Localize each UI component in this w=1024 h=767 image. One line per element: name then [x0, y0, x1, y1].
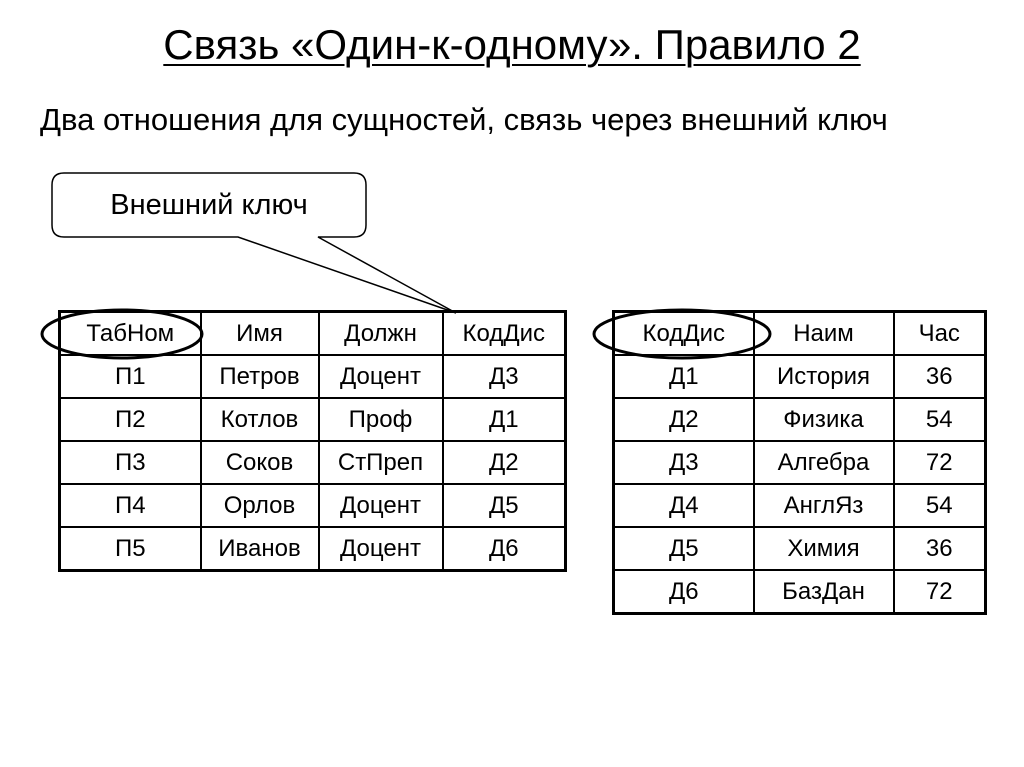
table-cell: Д1: [443, 398, 566, 441]
table-cell: Соков: [201, 441, 319, 484]
table-cell: Котлов: [201, 398, 319, 441]
column-header: ТабНом: [60, 312, 201, 356]
table-cell: П4: [60, 484, 201, 527]
table-cell: Д3: [614, 441, 754, 484]
callout-label: Внешний ключ: [110, 189, 308, 221]
table-cell: БазДан: [754, 570, 894, 614]
table-cell: История: [754, 355, 894, 398]
table-cell: Д3: [443, 355, 566, 398]
table-cell: Алгебра: [754, 441, 894, 484]
table-cell: Петров: [201, 355, 319, 398]
table-cell: 54: [894, 398, 986, 441]
table-cell: 72: [894, 570, 986, 614]
table-cell: Проф: [319, 398, 443, 441]
table-cell: П2: [60, 398, 201, 441]
table-cell: 54: [894, 484, 986, 527]
table-cell: 36: [894, 527, 986, 570]
column-header: Должн: [319, 312, 443, 356]
table-cell: Д6: [614, 570, 754, 614]
table-cell: Д5: [614, 527, 754, 570]
table-cell: 36: [894, 355, 986, 398]
table-cell: Химия: [754, 527, 894, 570]
foreign-key-target-ellipse: [594, 310, 770, 358]
table-cell: П5: [60, 527, 201, 571]
column-header: КодДис: [443, 312, 566, 356]
slide-subtitle: Два отношения для сущностей, связь через внешний ключ: [40, 102, 888, 137]
column-header: Наим: [754, 312, 894, 356]
table-cell: Доцент: [319, 355, 443, 398]
table-cell: Д1: [614, 355, 754, 398]
primary-key-highlight-ellipse: [42, 310, 202, 358]
column-header: Час: [894, 312, 986, 356]
slide-title: Связь «Один-к-одному». Правило 2: [163, 21, 861, 68]
table-cell: Доцент: [319, 484, 443, 527]
table-cell: Д2: [614, 398, 754, 441]
table-cell: Физика: [754, 398, 894, 441]
table-cell: П1: [60, 355, 201, 398]
table-cell: П3: [60, 441, 201, 484]
table-cell: Орлов: [201, 484, 319, 527]
table-cell: СтПреп: [319, 441, 443, 484]
table-cell: 72: [894, 441, 986, 484]
table-cell: АнглЯз: [754, 484, 894, 527]
column-header: Имя: [201, 312, 319, 356]
table-cell: Доцент: [319, 527, 443, 571]
table-cell: Иванов: [201, 527, 319, 571]
table-cell: Д2: [443, 441, 566, 484]
table-cell: Д5: [443, 484, 566, 527]
table-cell: Д6: [443, 527, 566, 571]
column-header: КодДис: [614, 312, 754, 356]
table-cell: Д4: [614, 484, 754, 527]
